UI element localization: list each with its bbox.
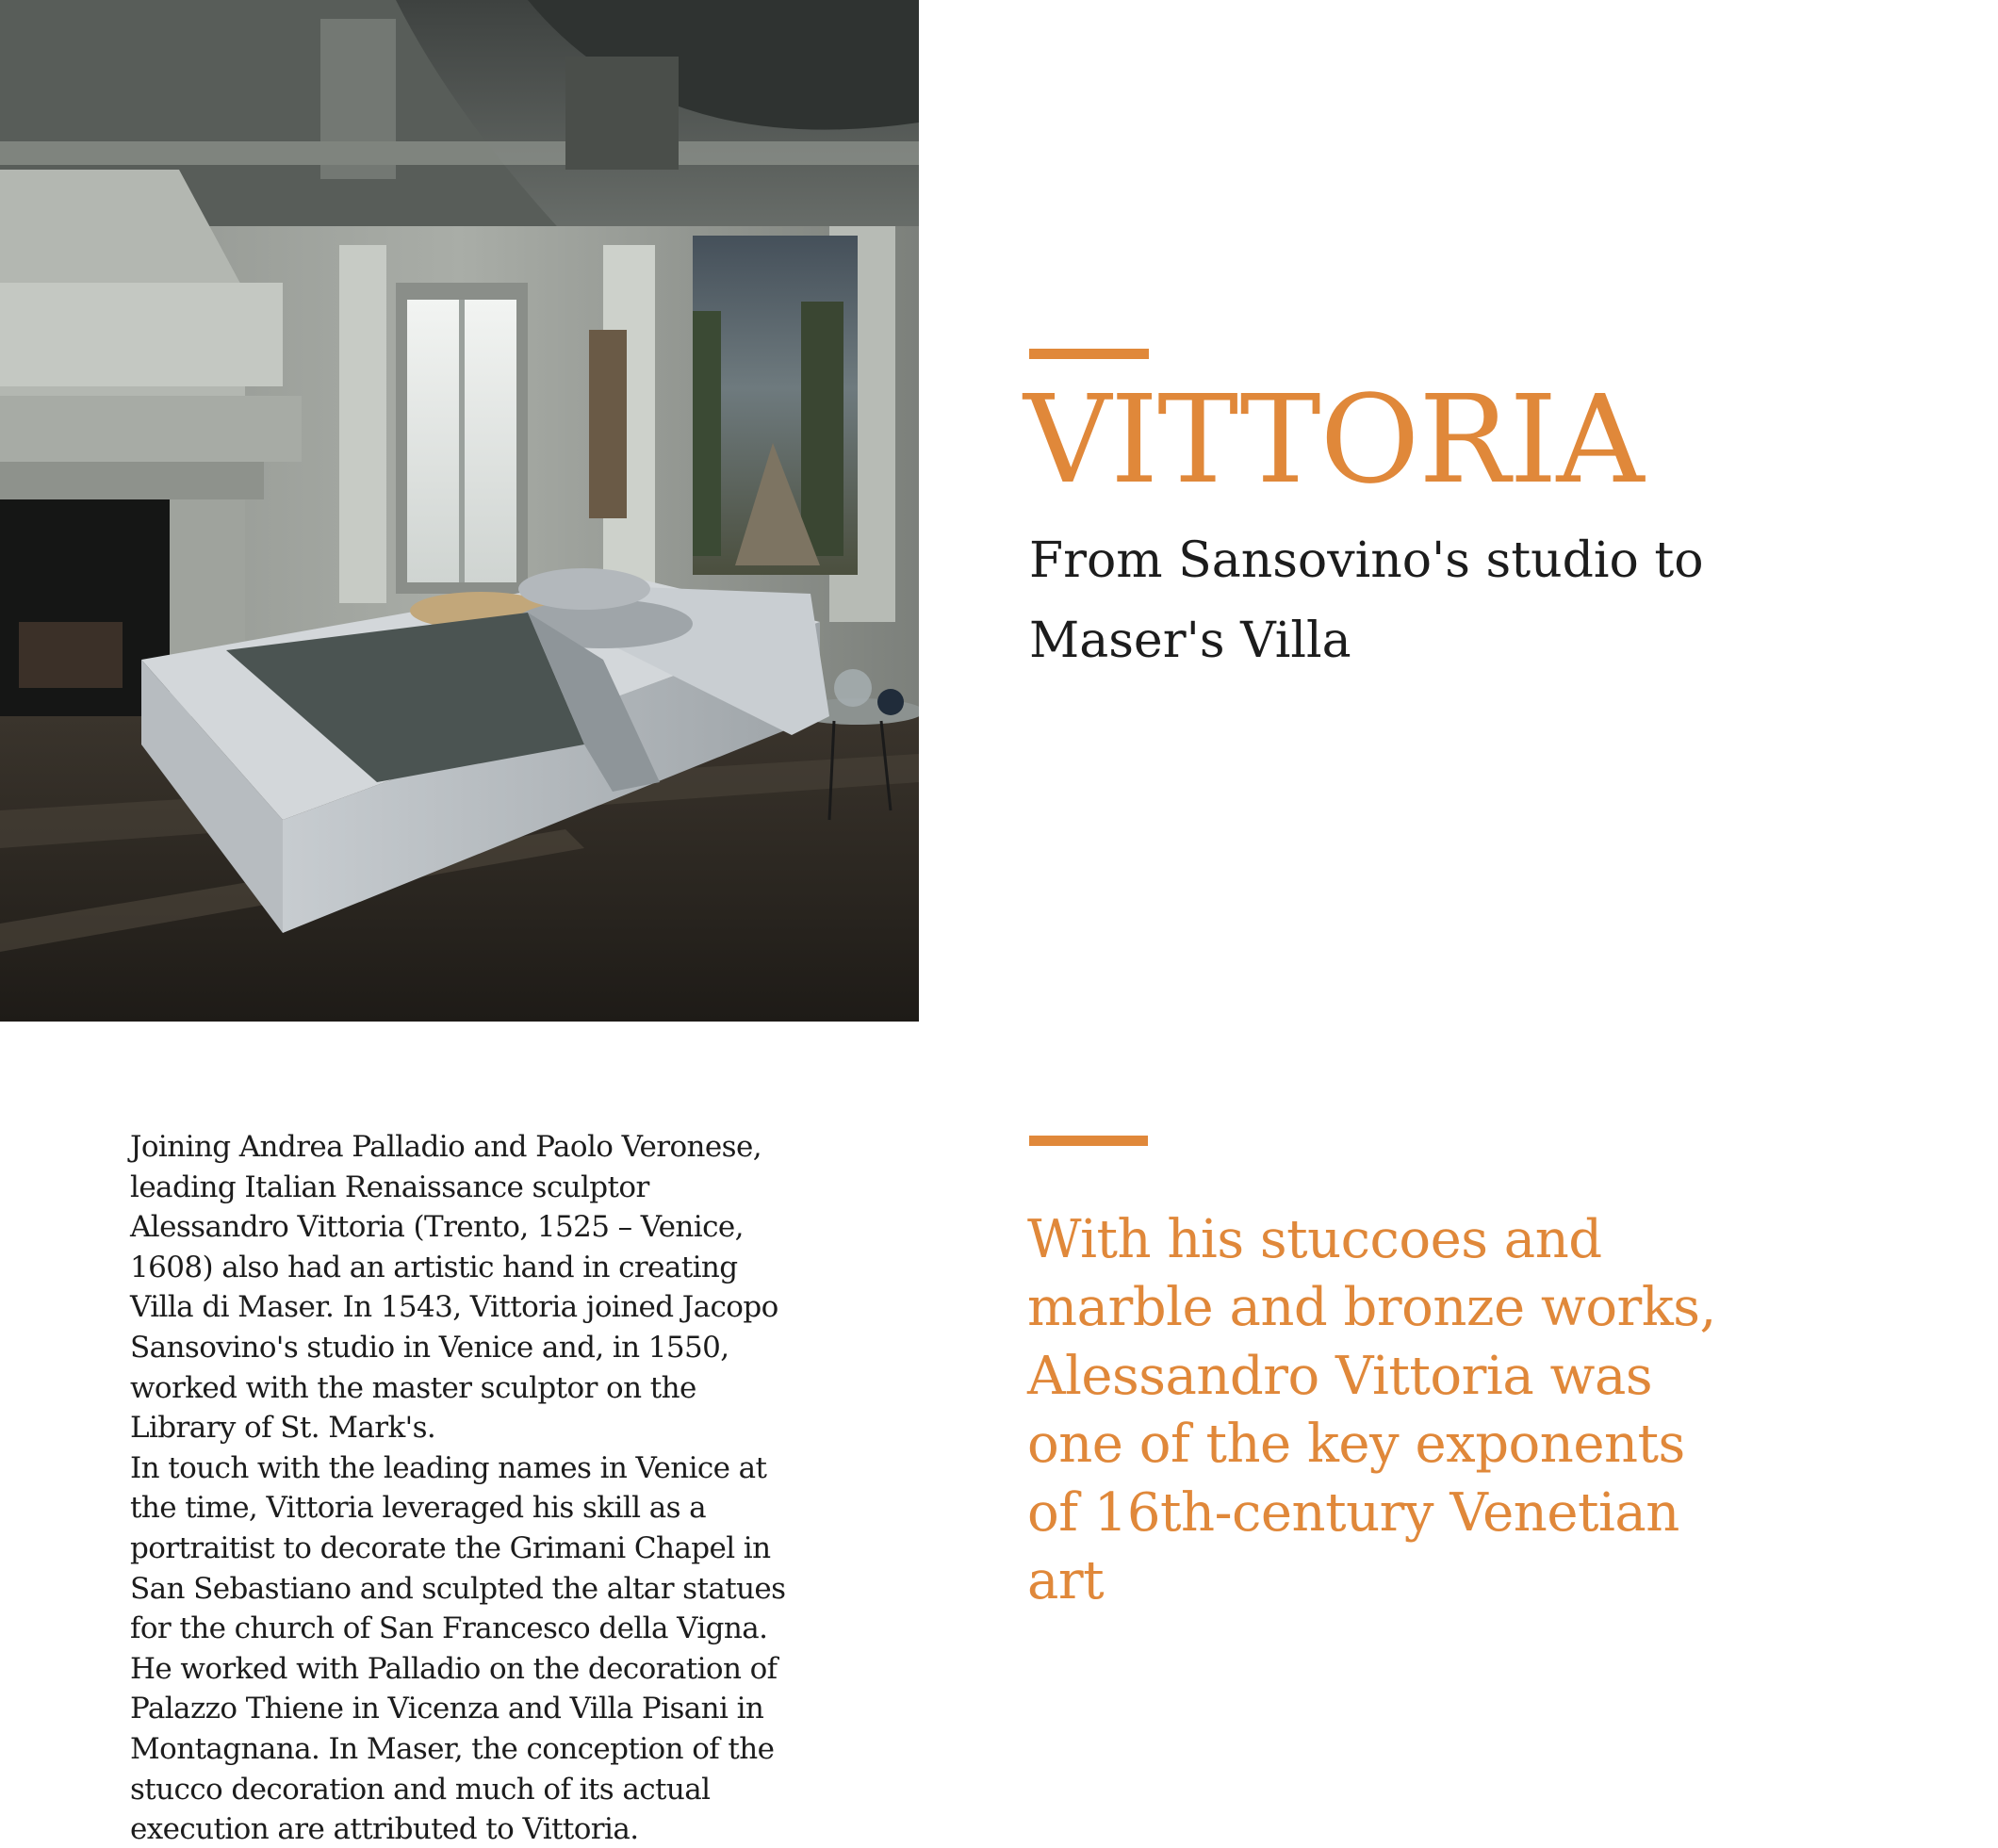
body-line: He worked with Palladio on the decoration of xyxy=(130,1651,778,1686)
body-line: for the church of San Francesco della Vigna. xyxy=(130,1611,768,1646)
body-line: Joining Andrea Palladio and Paolo Veronese, xyxy=(130,1130,762,1164)
body-line: Villa di Maser. In 1543, Vittoria joined Jacopo xyxy=(130,1290,778,1325)
body-line: portraitist to decorate the Grimani Chapel in xyxy=(130,1530,771,1565)
subtitle-line: From Sansovino's studio to xyxy=(1029,532,1704,589)
body-line: In touch with the leading names in Venice at xyxy=(130,1450,767,1485)
body-line: 1608) also had an artistic hand in creating xyxy=(130,1250,738,1284)
body-line: Alessandro Vittoria (Trento, 1525 – Venice, xyxy=(130,1210,744,1245)
quote-line: With his stuccoes and xyxy=(1027,1209,1602,1270)
product-title: VITTORIA xyxy=(1024,369,1644,511)
quote-line: marble and bronze works, xyxy=(1027,1277,1716,1339)
quote-line: art xyxy=(1027,1550,1105,1612)
body-line: execution are attributed to Vittoria. xyxy=(130,1812,639,1847)
pull-quote xyxy=(1027,1206,1857,1615)
accent-rule-bottom xyxy=(1029,1136,1148,1146)
body-line: worked with the master sculptor on the xyxy=(130,1370,696,1405)
body-line: San Sebastiano and sculpted the altar statues xyxy=(130,1571,786,1606)
body-line: stucco decoration and much of its actual xyxy=(130,1772,711,1807)
subtitle-line: Maser's Villa xyxy=(1029,613,1351,669)
body-line: Sansovino's studio in Venice and, in 1550, xyxy=(130,1330,729,1365)
quote-line: one of the key exponents xyxy=(1027,1414,1685,1476)
body-line: Montagnana. In Maser, the conception of the xyxy=(130,1731,775,1766)
body-paragraph xyxy=(130,1127,809,1848)
body-line: Library of St. Mark's. xyxy=(130,1411,436,1446)
body-line: the time, Vittoria leveraged his skill as a xyxy=(130,1491,707,1526)
quote-line: Alessandro Vittoria was xyxy=(1027,1345,1653,1407)
accent-rule-top xyxy=(1029,349,1149,359)
bedroom-photo-illustration xyxy=(0,0,919,1022)
body-line: Palazzo Thiene in Vicenza and Villa Pisani in xyxy=(130,1692,764,1726)
body-line: leading Italian Renaissance sculptor xyxy=(130,1169,649,1204)
bedroom-photo xyxy=(0,0,919,1022)
product-subtitle xyxy=(1029,521,1745,681)
quote-line: of 16th-century Venetian xyxy=(1027,1481,1679,1544)
